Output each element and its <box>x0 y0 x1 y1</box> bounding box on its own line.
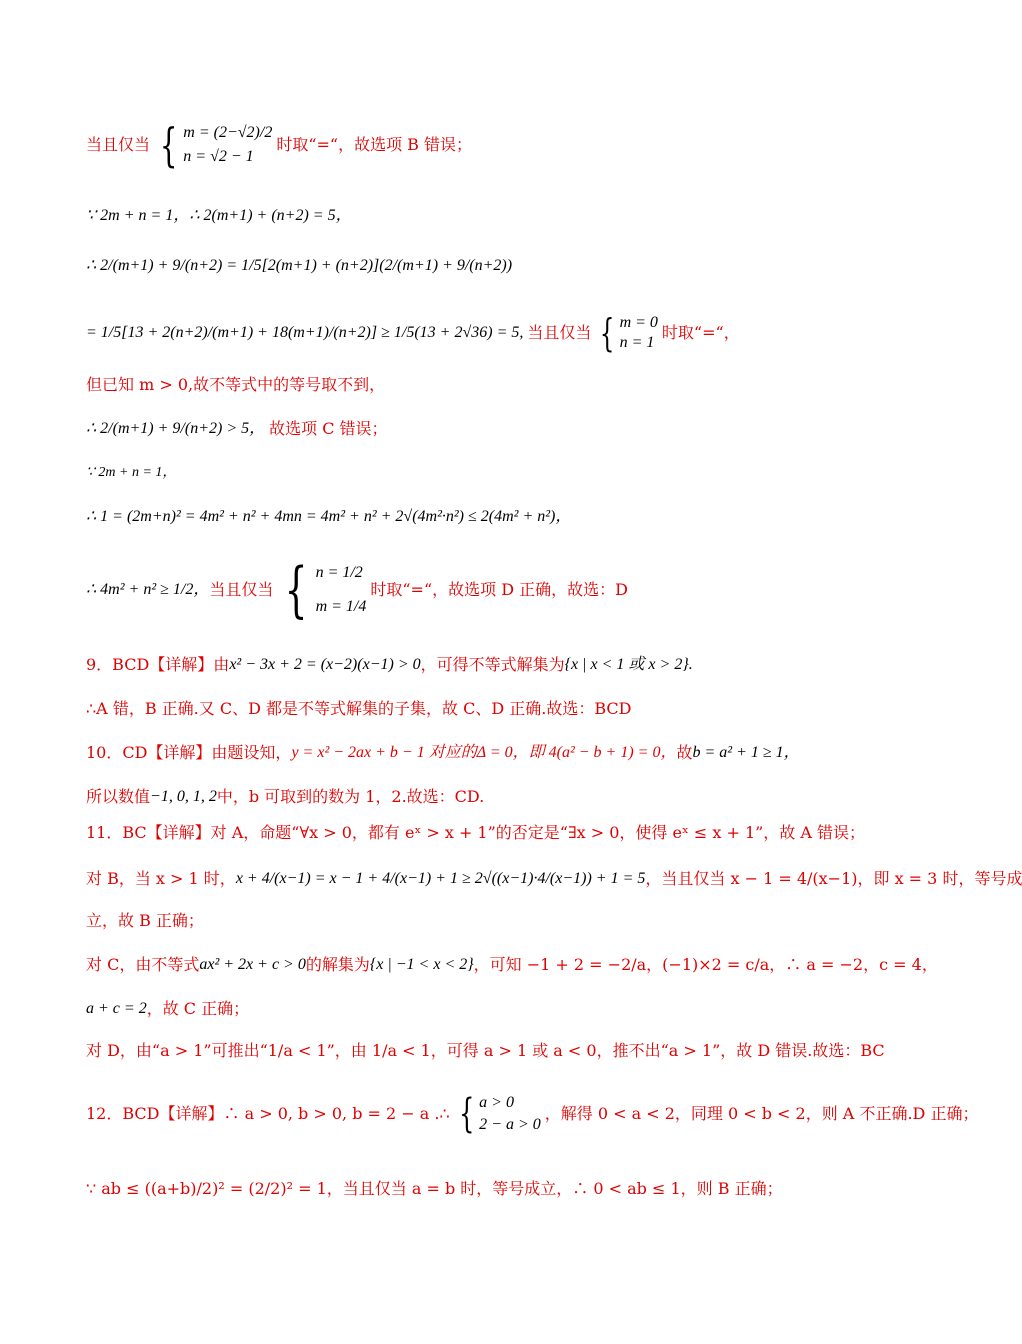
text-segment: 对 B，当 x > 1 时， <box>86 869 236 888</box>
text-segment: 时取“=“，故选项 D 正确，故选：D <box>370 580 628 599</box>
text-segment: ，解得 0 < a < 2，同理 0 < b < 2，则 A 不正确.D 正确； <box>544 1104 979 1123</box>
math-expression: ∵ 2m + n = 1， <box>86 465 177 480</box>
text-segment: 中，b 可取到的数为 1，2.故选：CD. <box>216 787 485 806</box>
math-expression: −1, 0, 1, 2 <box>150 788 217 805</box>
text-segment: 故 A 错误； <box>779 823 866 842</box>
system-row: m = 0 <box>619 314 658 331</box>
line-14 <box>86 822 890 844</box>
line-9 <box>86 548 890 632</box>
math-expression: y = x² − 2ax + b − 1 对应的Δ = 0，即 4(a² − b + 1) = 0， <box>291 744 677 761</box>
brace-symbol: { <box>600 311 615 355</box>
line-20 <box>86 1091 979 1137</box>
math-expression: ∴ 2/(m+1) + 9/(n+2) > 5， <box>86 420 266 437</box>
line-4 <box>86 311 890 355</box>
text-segment: 当且仅当 <box>209 580 274 599</box>
line-16 <box>86 910 890 932</box>
line-21 <box>86 1178 890 1200</box>
line-19 <box>86 1040 890 1062</box>
line-10 <box>86 654 890 676</box>
system-row: n = √2 − 1 <box>183 148 254 165</box>
math-expression: ∵ 2m + n = 1，∴ 2(m+1) + (n+2) = 5， <box>86 207 352 224</box>
line-11 <box>86 698 890 720</box>
math-expression: {x | −1 < x < 2} <box>369 956 474 973</box>
text-segment: 所以数值 <box>86 787 151 806</box>
system-row: n = 1 <box>619 334 655 351</box>
text-segment: 立，故 B 正确； <box>86 911 204 930</box>
line-1 <box>86 110 890 180</box>
brace-symbol: { <box>285 555 308 625</box>
math-expression: = 1/5[13 + 2(n+2)/(m+1) + 18(m+1)/(n+2)] ≥ 1/5(13 + 2√36) = 5, <box>86 324 524 341</box>
line-18 <box>86 998 890 1020</box>
text-segment: 当且仅当 <box>86 135 151 154</box>
system-row: m = (2−√2)/2 <box>183 124 273 141</box>
equation-system <box>454 1092 541 1136</box>
brace-symbol: { <box>458 1091 475 1137</box>
line-12 <box>86 742 890 764</box>
text-segment: 故选项 C 错误； <box>269 419 388 438</box>
equation-system <box>595 313 658 353</box>
text-segment: 故 <box>676 743 693 762</box>
math-expression: ∴ 1 = (2m+n)² = 4m² + n² + 4mn = 4m² + n² + 2√(4m²·n²) ≤ 2(4m² + n²)， <box>86 508 572 525</box>
text-segment: 的解集为 <box>305 955 370 974</box>
line-7 <box>86 462 890 484</box>
line-8 <box>86 506 890 528</box>
math-expression: {x | x < 1 或 x > 2}. <box>564 656 693 673</box>
math-expression: x² − 3x + 2 = (x−2)(x−1) > 0 <box>229 656 421 673</box>
system-row: n = 1/2 <box>315 564 363 581</box>
math-expression: ∴ 2/(m+1) + 9/(n+2) = 1/5[2(m+1) + (n+2)](2/(m+1) + 9/(n+2)) <box>86 257 513 274</box>
text-segment: ，可得不等式解集为 <box>420 655 565 674</box>
brace-symbol: { <box>159 118 178 172</box>
line-3 <box>86 255 890 277</box>
text-segment: 10．CD【详解】由题设知， <box>86 743 292 762</box>
text-segment: ∵ ab ≤ ((a+b)/2)² = (2/2)² = 1，当且仅当 a = b 时，等号成立，∴ 0 < ab ≤ 1，则 B 正确； <box>86 1179 783 1198</box>
line-13 <box>86 786 890 808</box>
text-segment: ，故 C 正确； <box>146 999 250 1018</box>
text-segment: ∴A 错，B 正确.又 C、D 都是不等式解集的子集，故 C、D 正确.故选：BCD <box>86 699 632 718</box>
math-expression: ∴ 4m² + n² ≥ 1/2， <box>86 581 210 598</box>
equation-system <box>154 118 273 172</box>
line-17 <box>86 954 938 976</box>
text-segment: 时取“=“，故选项 B 错误； <box>276 135 473 154</box>
text-segment: 9．BCD【详解】由 <box>86 655 230 674</box>
system-row: a > 0 <box>479 1094 514 1111</box>
text-segment: 对 C，由不等式 <box>86 955 200 974</box>
text-segment: 12．BCD【详解】∴ a > 0, b > 0, b = 2 − a .∴ <box>86 1104 450 1123</box>
math-expression: b = a² + 1 ≥ 1， <box>692 744 800 761</box>
line-15 <box>86 866 1022 892</box>
text-segment: 时取“=“， <box>661 323 740 342</box>
math-expression: ax² + 2x + c > 0 <box>199 956 306 973</box>
math-expression: a + c = 2 <box>86 1000 147 1017</box>
line-2 <box>86 205 890 227</box>
system-row: 2 − a > 0 <box>479 1116 541 1133</box>
line-6 <box>86 418 890 440</box>
text-segment: ，当且仅当 x − 1 = 4/(x−1)，即 x = 3 时，等号成 <box>645 869 1022 888</box>
text-segment: 当且仅当 <box>527 323 592 342</box>
math-expression: x + 4/(x−1) = x − 1 + 4/(x−1) + 1 ≥ 2√((x−1)·4/(x−1)) + 1 = 5 <box>235 870 646 887</box>
system-row: m = 1/4 <box>315 598 367 615</box>
text-segment: ，可知 −1 + 2 = −2/a，(−1)×2 = c/a，∴ a = −2，c = 4， <box>473 955 938 974</box>
text-segment: 11．BC【详解】对 A，命题“∀x > 0，都有 eˣ > x + 1”的否定是“∃x > 0，使得 eˣ ≤ x + 1”， <box>86 823 780 842</box>
text-segment: 对 D，由“a > 1”可推出“1/a < 1”，由 1/a < 1，可得 a > 1 或 a < 0，推不出“a > 1”，故 D 错误.故选：BC <box>86 1041 885 1060</box>
line-5 <box>86 374 890 396</box>
equation-system <box>277 556 366 624</box>
text-segment: 但已知 m > 0,故不等式中的等号取不到， <box>86 375 386 394</box>
